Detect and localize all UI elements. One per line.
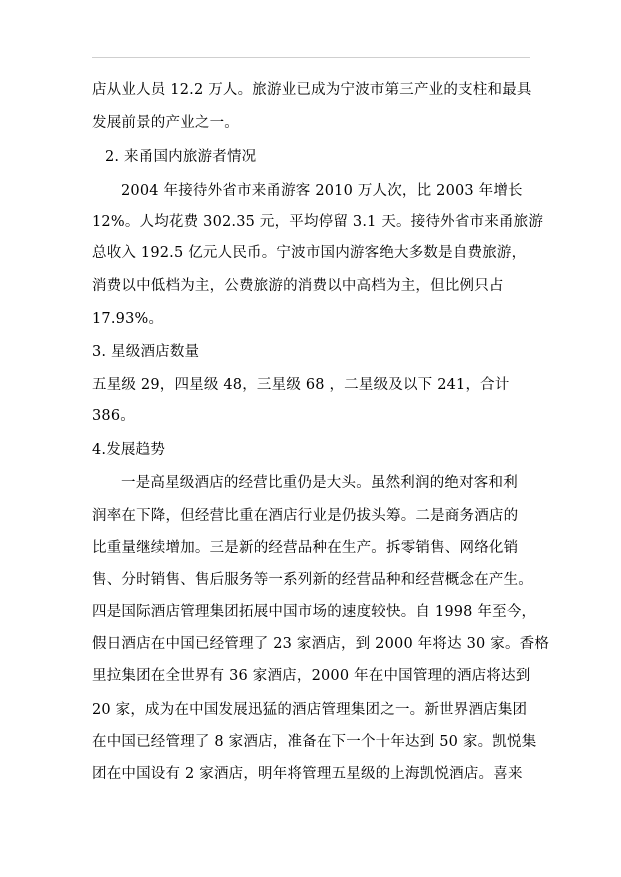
- text-line: 17.93%。: [92, 311, 164, 327]
- text-line: 发展前景的产业之一。: [92, 115, 239, 131]
- text-line: 比重量继续增加。三是新的经营品种在生产。拆零销售、网络化销: [92, 540, 519, 556]
- text-line: 在中国已经管理了 8 家酒店，准备在下一个十年达到 50 家。凯悦集: [92, 734, 537, 750]
- section-heading: 2. 来甬国内旅游者情况: [105, 149, 257, 165]
- section-heading: 3. 星级酒店数量: [92, 344, 200, 360]
- header-rule: [92, 57, 530, 58]
- text-line: 润率在下降，但经营比重在酒店行业是仍拔头筹。二是商务酒店的: [92, 508, 519, 524]
- text-line: 假日酒店在中国已经管理了 23 家酒店，到 2000 年将达 30 家。香格: [92, 636, 550, 652]
- text-line: 12%。人均花费 302.35 元，平均停留 3.1 天。接待外省市来甬旅游: [92, 214, 544, 230]
- text-line: 20 家，成为在中国发展迅猛的酒店管理集团之一。新世界酒店集团: [92, 702, 528, 718]
- section-heading: 4.发展趋势: [92, 442, 166, 458]
- text-line: 售、分时销售、售后服务等一系列新的经营品种和经营概念在产生。: [92, 572, 533, 588]
- text-line: 四是国际酒店管理集团拓展中国市场的速度较快。自 1998 年至今，: [92, 604, 537, 620]
- text-line: 里拉集团在全世界有 36 家酒店，2000 年在中国管理的酒店将达到: [92, 668, 531, 684]
- text-line: 五星级 29，四星级 48，三星级 68 ，二星级及以下 241，合计: [92, 377, 510, 393]
- text-line: 总收入 192.5 亿元人民币。宁波市国内游客绝大多数是自费旅游，: [92, 245, 527, 261]
- text-line: 团在中国设有 2 家酒店，明年将管理五星级的上海凯悦酒店。喜来: [92, 766, 523, 782]
- text-line: 一是高星级酒店的经营比重仍是大头。虽然利润的绝对客和利: [121, 475, 518, 491]
- text-line: 消费以中低档为主，公费旅游的消费以中高档为主，但比例只占: [92, 278, 504, 294]
- text-line: 386。: [92, 408, 135, 424]
- text-line: 店从业人员 12.2 万人。旅游业已成为宁波市第三产业的支柱和最具: [92, 82, 532, 98]
- text-line: 2004 年接待外省市来甬游客 2010 万人次，比 2003 年增长: [121, 183, 523, 199]
